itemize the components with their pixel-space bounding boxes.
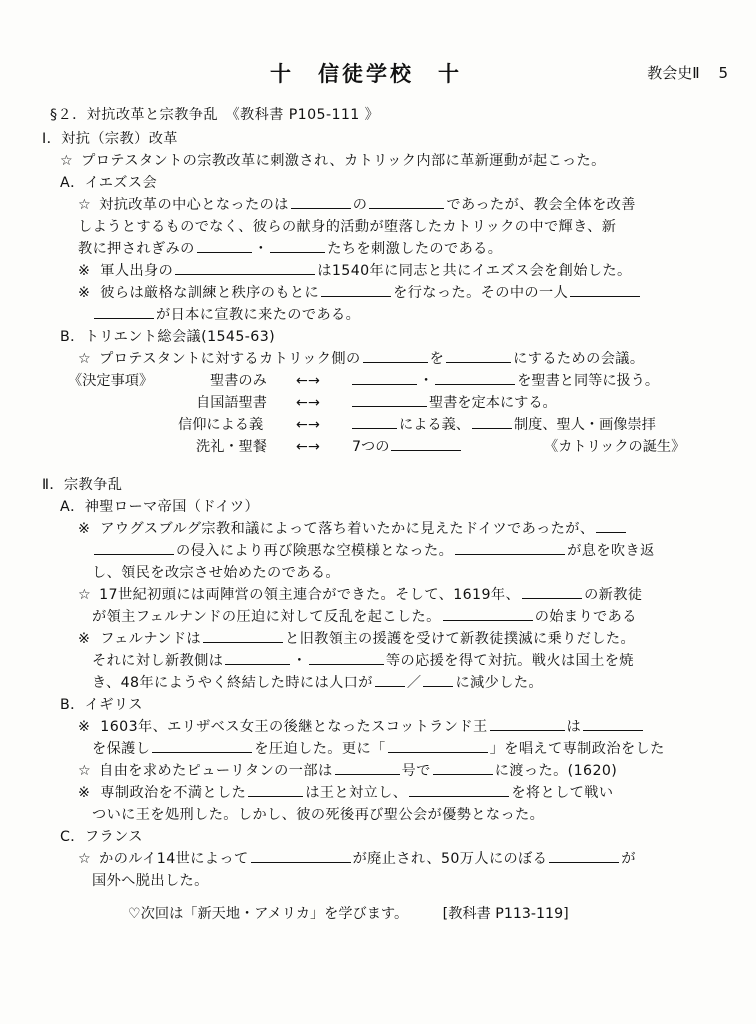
fill-blank[interactable] [225,650,290,665]
fill-blank[interactable] [455,540,565,555]
fill-blank[interactable] [309,650,384,665]
fill-blank[interactable] [369,194,444,209]
text: 彼らは厳格な訓練と秩序のもとに [100,285,320,301]
fill-blank[interactable] [203,628,283,643]
page-number: 5 [718,64,728,82]
text: それに対し新教側は [92,653,224,669]
decision-row [0,370,756,392]
text: を圧迫した。更に「 [254,741,386,757]
part2-A-star1-line1 [78,584,642,606]
part2-A-star1-line2 [92,606,637,628]
section-heading: §２．対抗改革と宗教争乱 《教科書 P105-111 》 [50,107,380,123]
text: き、48年にようやく終結した時には人口が [92,675,373,691]
decision-left: 洗礼・聖餐 [196,439,267,455]
part2-C-star1-line2: 国外へ脱出した。 [92,873,209,889]
part1-A-p1-line2: しようとするものでなく、彼らの献身的活動が堕落したカトリックの中で輝き、新 [78,219,617,235]
decision-right [350,414,656,436]
text: 対抗改革の中心となったのは [99,197,289,213]
part2-A-note1-line1 [78,518,628,540]
kome-mark: ※ [78,785,91,801]
text: が息を吹き返 [567,543,655,559]
text: の始まりである [534,609,637,625]
text: たちを刺激したのである。 [327,241,503,257]
fill-blank[interactable] [375,672,405,687]
text: 制度、聖人・画像崇拝 [513,417,656,433]
fill-blank[interactable] [435,370,515,385]
part1-A-heading: A．イエズス会 [60,175,158,191]
text: 号で [401,763,431,779]
fill-blank[interactable] [433,760,493,775]
text: が [621,851,636,867]
kome-mark: ※ [78,263,91,279]
fill-blank[interactable] [152,738,252,753]
part1-A-note1 [78,260,632,282]
fill-blank[interactable] [321,282,391,297]
part2-B-heading: B．イギリス [60,697,143,713]
text: フェルナンドは [100,631,201,647]
text: が領主フェルナンドの圧迫に対して反乱を起こした。 [92,609,441,625]
decision-left: 聖書のみ [210,373,267,389]
star-mark: ☆ [60,153,74,169]
decision-arrow: ←→ [296,439,320,455]
text: の新教徒 [584,587,643,603]
text: の [352,197,368,213]
text: 」を唱えて専制政治をした [489,741,665,757]
fill-blank[interactable] [596,518,626,533]
fill-blank[interactable] [291,194,351,209]
part2-C-star1-line1 [78,848,636,870]
decision-note: 《カトリックの誕生》 [544,439,686,455]
text: ・ [419,373,434,389]
star-mark: ☆ [78,351,92,367]
fill-blank[interactable] [363,348,428,363]
text: かのルイ14世によって [99,851,249,867]
text: プロテスタントに対するカトリック側の [99,351,361,367]
text: の侵入により再び険悪な空模様となった。 [176,543,454,559]
fill-blank[interactable] [94,304,154,319]
text: に減少した。 [455,675,543,691]
fill-blank[interactable] [423,672,453,687]
kome-mark: ※ [78,719,91,735]
part2-B-star1 [78,760,617,782]
fill-blank[interactable] [583,716,643,731]
part1-A-note2-cont [92,304,360,326]
fill-blank[interactable] [522,584,582,599]
star-mark: ☆ [78,197,92,213]
text: 等の応援を得て対抗。戦火は国土を焼 [385,653,634,669]
fill-blank[interactable] [248,782,303,797]
decisions-label: 《決定事項》 [68,373,154,389]
text: 聖書を定本にする。 [429,395,557,411]
fill-blank[interactable] [443,606,533,621]
part2-B-note1-line1 [78,716,645,738]
part2-A-note2-line1 [78,628,635,650]
fill-blank[interactable] [391,436,461,451]
fill-blank[interactable] [270,238,325,253]
text: が廃止され、50万人にのぼる [352,851,548,867]
kome-mark: ※ [78,631,91,647]
fill-blank[interactable] [549,848,619,863]
part2-C-heading: C．フランス [60,829,143,845]
text: ・ [292,653,307,669]
fill-blank[interactable] [570,282,640,297]
text: プロテスタントの宗教改革に刺激され、カトリック内部に革新運動が起こった。 [81,153,606,169]
text: を将として戦い [511,785,614,801]
text: 17世紀初頭には両陣営の領主連合ができた。そして、1619年、 [99,587,521,603]
part1-lead [60,150,606,172]
text: であったが、教会全体を改善 [446,197,636,213]
part2-A-note2-line2 [92,650,634,672]
fill-blank[interactable] [409,782,509,797]
fill-blank[interactable] [335,760,400,775]
part2-A-heading: A．神聖ローマ帝国（ドイツ） [60,499,260,515]
decision-right [350,392,557,414]
part1-B-lead [78,348,644,370]
decision-arrow: ←→ [296,395,320,411]
text: を行なった。その中の一人 [393,285,569,301]
part2-A-note1-line3: し、領民を改宗させ始めたのである。 [92,565,340,581]
kome-mark: ※ [78,285,91,301]
text: が日本に宣教に来たのである。 [156,307,361,323]
fill-blank[interactable] [197,238,252,253]
text: を保護し [92,741,151,757]
text: に渡った。(1620) [494,763,618,779]
text: アウグスブルグ宗教和議によって落ち着いたかに見えたドイツであったが、 [100,521,595,537]
part2-A-note1-line2 [92,540,655,562]
fill-blank[interactable] [446,348,511,363]
text: 軍人出身の [100,263,174,279]
fill-blank[interactable] [251,848,351,863]
fill-blank[interactable] [352,414,397,429]
textbook-ref: [教科書 P113-119] [442,906,569,922]
part1-A-note2 [78,282,642,304]
decision-left: 自国語聖書 [196,395,267,411]
page-header [0,58,756,88]
text: ／ [406,675,422,691]
text: 教に押されぎみの [78,241,195,257]
text: と旧教領主の援護を受けて新教徒撲滅に乗りだした。 [285,631,636,647]
part1-heading: Ⅰ．対抗（宗教）改革 [42,131,178,147]
subject-page [647,62,728,83]
part2-B-note2-line2: ついに王を処刑した。しかし、彼の死後再び聖公会が優勢となった。 [92,807,545,823]
text: を聖書と同等に扱う。 [517,373,660,389]
fill-blank[interactable] [352,392,427,407]
text: 7つの [352,439,390,455]
next-lesson: ♡次回は「新天地・アメリカ」を学びます。 [128,906,409,922]
decision-row [0,414,756,436]
decision-row [0,392,756,414]
part2-A-note2-line3 [92,672,543,694]
page-title: 十 信徒学校 十 [270,62,462,86]
fill-blank[interactable] [388,738,488,753]
fill-blank[interactable] [352,370,417,385]
part1-B-heading: B．トリエント総会議(1545-63) [60,329,276,345]
text: 自由を求めたピューリタンの一部は [99,763,333,779]
text: は [566,719,582,735]
fill-blank[interactable] [490,716,565,731]
subject-label: 教会史Ⅱ [647,64,700,82]
kome-mark: ※ [78,521,91,537]
decision-arrow: ←→ [296,417,320,433]
text: を [429,351,445,367]
part2-heading: Ⅱ．宗教争乱 [42,477,123,493]
text: 専制政治を不満とした [100,785,247,801]
text: は王と対立し、 [305,785,408,801]
fill-blank[interactable] [472,414,512,429]
text: による義、 [399,417,470,433]
text: 1603年、エリザベス女王の後継となったスコットランド王 [100,719,488,735]
part2-B-note1-line2 [92,738,665,760]
part2-B-note2-line1 [78,782,613,804]
decision-arrow: ←→ [296,373,320,389]
decision-right [350,370,659,392]
star-mark: ☆ [78,851,92,867]
fill-blank[interactable] [175,260,315,275]
star-mark: ☆ [78,587,92,603]
decision-left: 信仰による義 [178,417,264,433]
star-mark: ☆ [78,763,92,779]
text: にするための会議。 [513,351,645,367]
footer [128,903,569,923]
part1-A-p1-line3 [78,238,502,260]
text: は1540年に同志と共にイエズス会を創始した。 [317,263,632,279]
fill-blank[interactable] [94,540,174,555]
decision-row [0,436,756,458]
text: ・ [253,241,269,257]
decision-right [352,436,463,458]
part1-A-p1-line1 [78,194,636,216]
